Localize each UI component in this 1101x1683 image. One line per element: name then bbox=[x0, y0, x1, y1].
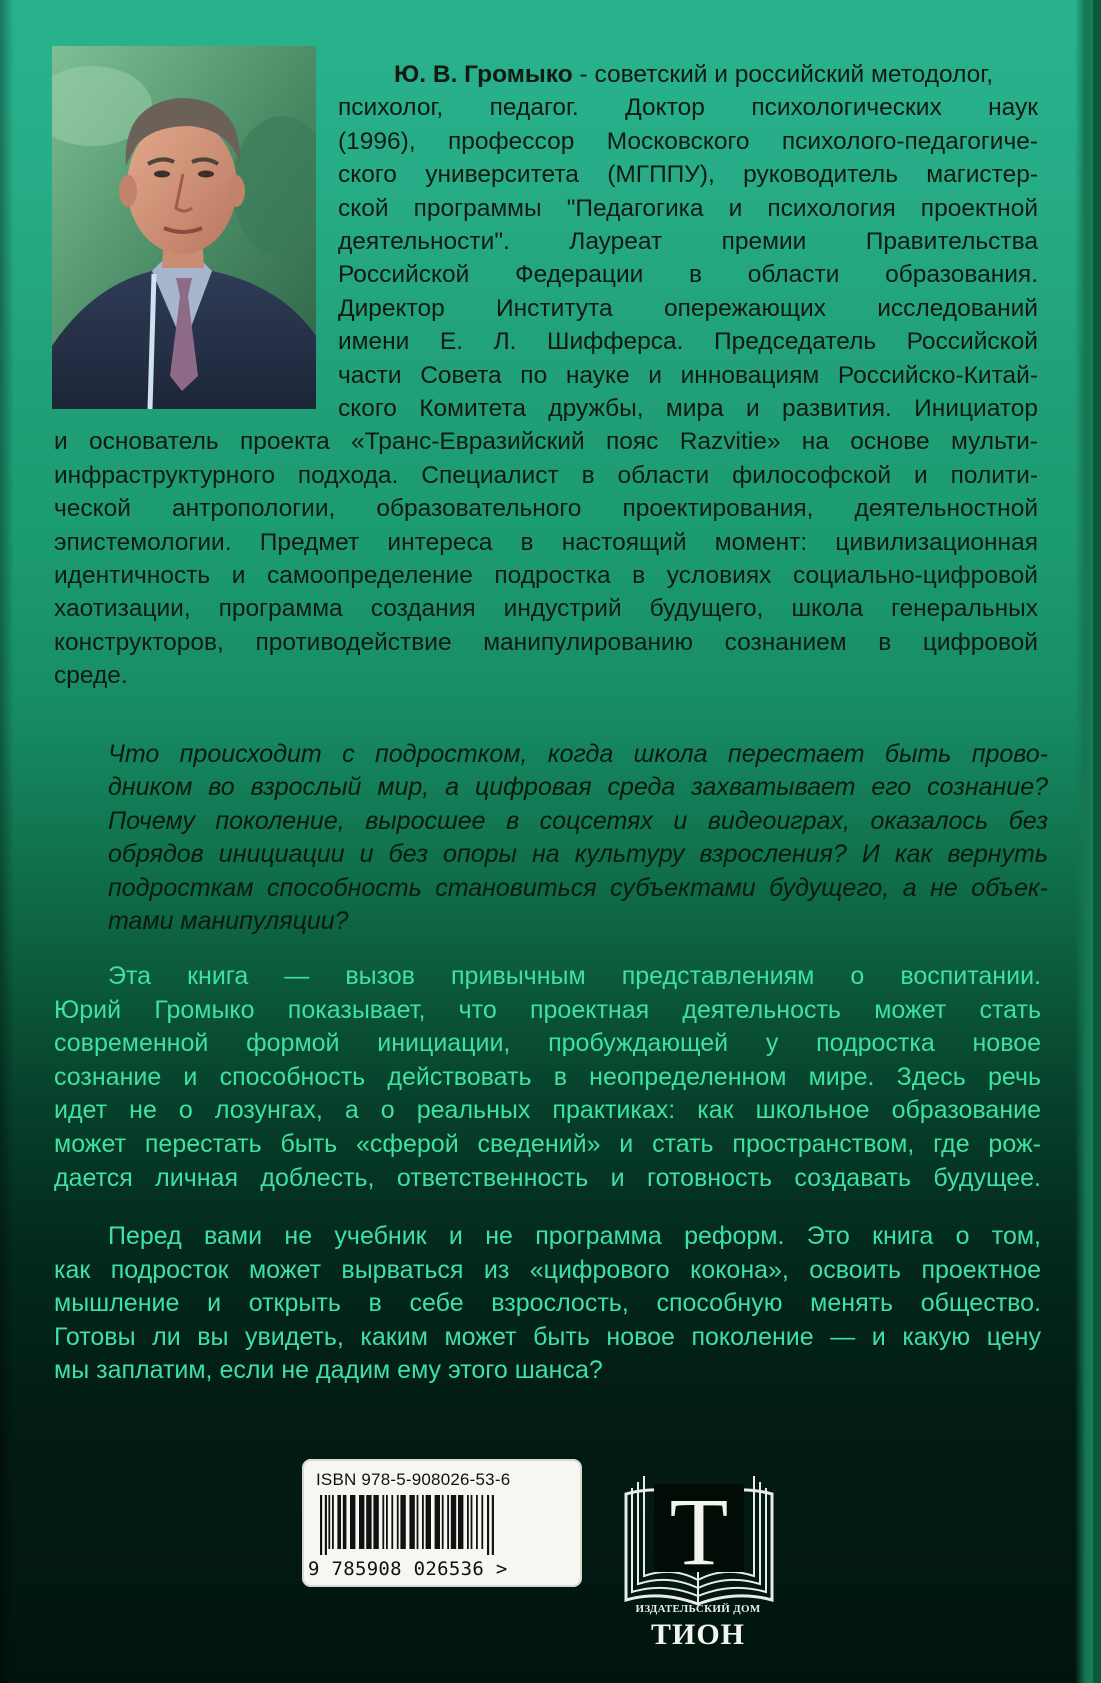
barcode-bar bbox=[386, 1495, 388, 1549]
barcode-bar bbox=[382, 1495, 384, 1549]
question-line: Почему поколение, выросшее в соцсетях и видеоиграх, оказалось без bbox=[108, 806, 1048, 835]
barcode-digits: 9 785908 026536 > bbox=[308, 1558, 508, 1580]
barcode-guard-bar bbox=[487, 1495, 489, 1555]
logo-letter: Т bbox=[669, 1478, 729, 1585]
bio-line: Российской Федерации в области образования. bbox=[338, 261, 1038, 289]
barcode-bar bbox=[442, 1495, 444, 1549]
author-name: Ю. В. Громыко bbox=[394, 61, 573, 88]
paragraph-line: Готовы ли вы увидеть, каким может быть новое поколение — и какую цену bbox=[54, 1322, 1041, 1351]
barcode-bar bbox=[328, 1495, 330, 1549]
barcode-bar bbox=[391, 1495, 393, 1549]
barcode-bar bbox=[397, 1495, 399, 1549]
bio-line: ского Комитета дружбы, мира и развития. Инициатор bbox=[338, 395, 1038, 422]
paragraph-line: Юрий Громыко показывает, что проектная деятельность может стать bbox=[54, 995, 1041, 1024]
barcode-bar bbox=[467, 1495, 469, 1549]
barcode-bar bbox=[366, 1495, 371, 1549]
bio-line: (1996), профессор Московского психолого-педагогиче- bbox=[338, 127, 1038, 155]
bio-line: деятельности". Лауреат премии Правительства bbox=[338, 228, 1038, 255]
bio-line-1 bbox=[394, 58, 1040, 91]
barcode-bar bbox=[409, 1495, 414, 1549]
paragraph-line: Перед вами не учебник и не программа реформ. Это книга о том, bbox=[108, 1222, 1041, 1250]
publisher-logo-icon bbox=[620, 1464, 778, 1619]
bio-line: психолог, педагог. Доктор психологических наук bbox=[338, 94, 1038, 122]
barcode-bars bbox=[316, 1495, 568, 1555]
bio-line-1-text: - советский и российский методолог, bbox=[572, 61, 994, 88]
author-photo bbox=[52, 46, 316, 409]
paragraph-line: Эта книга — вызов привычным представлениям о воспитании. bbox=[108, 962, 1041, 990]
bio-line: имени Е. Л. Шифферса. Председатель Российской bbox=[338, 328, 1038, 356]
annotation-paragraph-1 bbox=[54, 960, 1041, 1195]
question-line: подросткам способность становиться субъектами будущего, а не объек- bbox=[108, 873, 1048, 902]
bio-line: среде. bbox=[54, 662, 128, 690]
bio-line: ского университета (МГППУ), руководитель магистер- bbox=[338, 161, 1038, 189]
barcode-bar bbox=[458, 1495, 463, 1549]
barcode-bar bbox=[422, 1495, 424, 1549]
barcode-bar bbox=[476, 1495, 478, 1549]
bio-line: идентичность и самоопределение подростка в условиях социально-цифровой bbox=[54, 562, 1038, 589]
paragraph-line: идет не о лозунгах, а о реальных практиках: как школьное образование bbox=[54, 1096, 1041, 1125]
isbn-label: ISBN 978-5-908026-53-6 bbox=[316, 1470, 511, 1489]
annotation-paragraph-2 bbox=[54, 1220, 1041, 1388]
paragraph-line: мы заплатим, если не дадим ему этого шанса? bbox=[54, 1356, 603, 1385]
barcode-bar bbox=[373, 1495, 378, 1549]
paragraph-line: мышление и открыть в себе взрослость, способную менять общество. bbox=[54, 1289, 1041, 1318]
question-line: тами манипуляции? bbox=[108, 907, 349, 936]
bio-line: инфраструктурного подхода. Специалист в области философской и полити- bbox=[54, 461, 1038, 489]
bio-line: хаотизации, программа создания индустрий будущего, школа генеральных bbox=[54, 595, 1038, 623]
barcode-bar bbox=[447, 1495, 449, 1549]
bio-line: ческой антропологии, образовательного проектирования, деятельностной bbox=[54, 495, 1038, 523]
barcode-bar bbox=[400, 1495, 405, 1549]
bio-line: эпистемологии. Предмет интереса в настоящий момент: цивилизационная bbox=[54, 528, 1038, 556]
question-line: Что происходит с подростком, когда школа перестает быть прово- bbox=[108, 740, 1048, 768]
barcode-guard-bar bbox=[492, 1495, 494, 1555]
barcode-bar bbox=[343, 1495, 347, 1549]
annotation-question bbox=[108, 738, 1048, 938]
author-portrait-illustration bbox=[52, 46, 316, 409]
bio-line: и основатель проекта «Транс-Евразийский пояс Razvitie» на основе мульти- bbox=[54, 428, 1038, 456]
paragraph-line: как подросток может вырваться из «цифрового кокона», освоить проектное bbox=[54, 1255, 1041, 1284]
bio-line: конструкторов, противодействие манипулированию сознанием в цифровой bbox=[54, 628, 1038, 656]
paragraph-line: может перестать быть «сферой сведений» и стать пространством, где рож- bbox=[54, 1129, 1041, 1158]
barcode-bar bbox=[359, 1495, 364, 1549]
barcode-guard-bar bbox=[325, 1495, 327, 1555]
barcode-bar bbox=[481, 1495, 483, 1549]
bio-line: Директор Института опережающих исследований bbox=[338, 294, 1038, 322]
question-line: дником во взрослый мир, а цифровая среда захватывает его сознание? bbox=[108, 773, 1048, 802]
paragraph-line: дается личная доблесть, ответственность и готовность создавать будущее. bbox=[54, 1163, 1041, 1192]
cover-left-edge bbox=[0, 0, 14, 1683]
bio-line: части Совета по науке и инновациям Российско-Китай- bbox=[338, 361, 1038, 389]
barcode-bar bbox=[350, 1495, 355, 1549]
paragraph-line: сознание и способность действовать в неопределенном мире. Здесь речь bbox=[54, 1062, 1041, 1091]
bio-line: ской программы "Педагогика и психология проектной bbox=[338, 194, 1038, 222]
cover-spine-dark-edge bbox=[1093, 0, 1101, 1683]
barcode-bar bbox=[451, 1495, 456, 1549]
publisher-imprint: ИЗДАТЕЛЬСКИЙ ДОМ bbox=[635, 1603, 761, 1615]
barcode-bar bbox=[471, 1495, 473, 1549]
barcode-bar bbox=[435, 1495, 440, 1549]
barcode-bar bbox=[332, 1495, 334, 1549]
barcode-bar bbox=[417, 1495, 419, 1549]
isbn-barcode bbox=[302, 1459, 582, 1587]
question-line: обрядов инициации и без опоры на культуру взросления? И как вернуть bbox=[108, 840, 1048, 869]
paragraph-line: современной формой инициации, пробуждающей у подростка новое bbox=[54, 1029, 1041, 1058]
barcode-guard-bar bbox=[320, 1495, 322, 1555]
barcode-bar bbox=[337, 1495, 341, 1549]
barcode-bar bbox=[426, 1495, 431, 1549]
publisher-name: ТИОН bbox=[650, 1618, 745, 1651]
